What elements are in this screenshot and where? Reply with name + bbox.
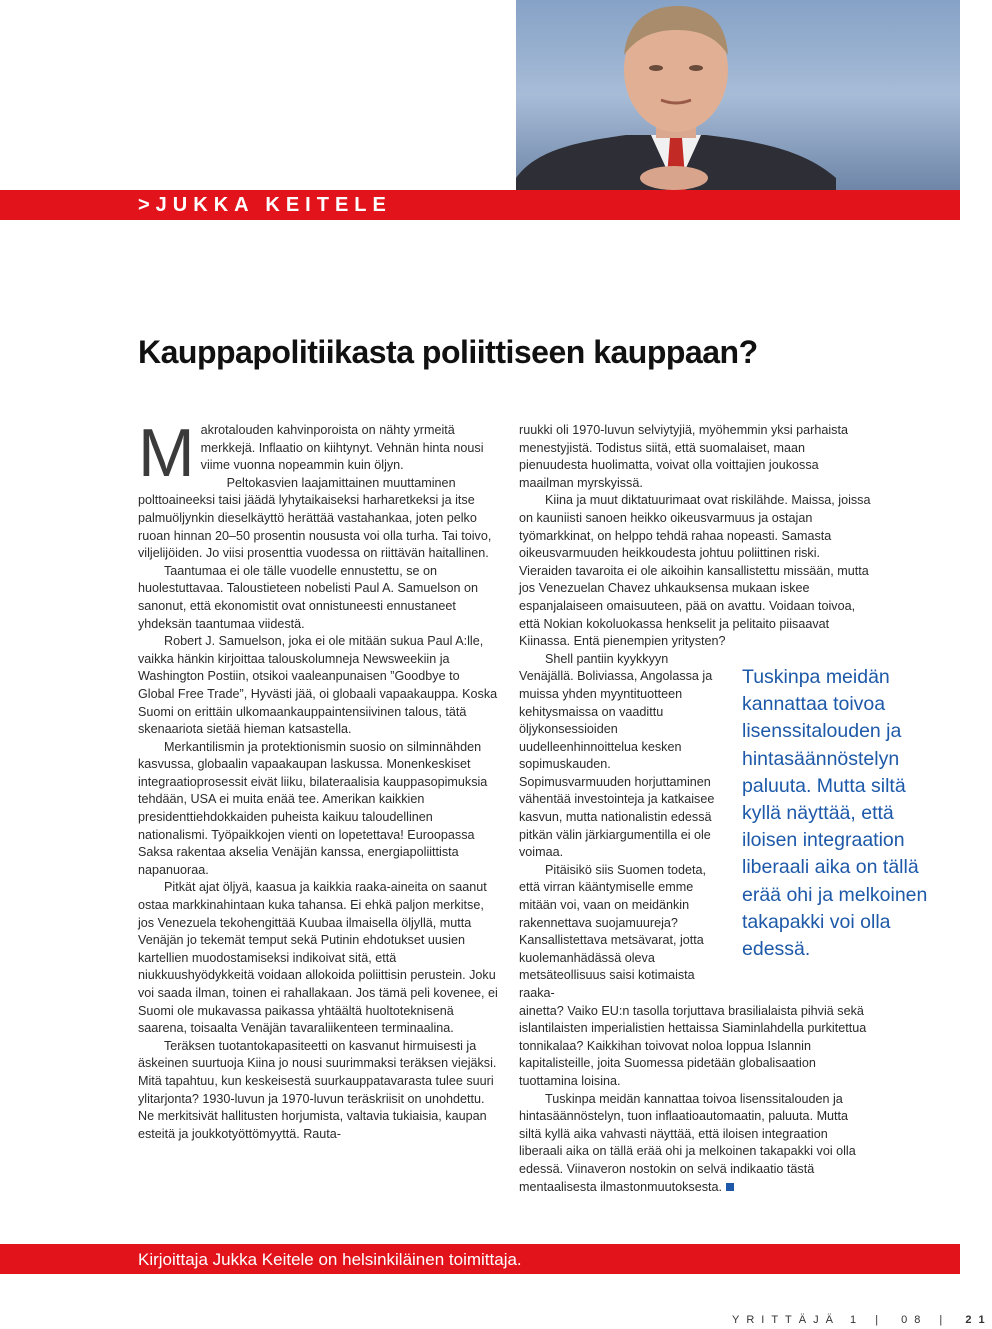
issue-number: 08 bbox=[901, 1314, 928, 1326]
narrow-text-block bbox=[519, 651, 715, 1003]
paragraph: Robert J. Samuelson, joka ei ole mitään sukua Paul A:lle, vaikka hänkin kirjoittaa talouskolumneja Newsweekiin ja Washington Postiin, otsikoi vaaleanpunaisen ”Goodbye to Global Free Trade”, Hyvästi jää, oi globaali vapaakauppa. Koska Suomi on erittäin ulkomaankauppaintensiivinen talous, tätä skenaariota sietää hieman katsastella. bbox=[138, 634, 498, 737]
author-byline: >JUKKA KEITELE bbox=[138, 194, 392, 216]
article-headline: Kauppapolitiikasta poliittiseen kauppaan? bbox=[138, 334, 758, 370]
paragraph: ainetta? Vaiko EU:n tasolla torjuttava brasilialaista pihviä sekä islantilaisten imperialistien hettaissa Siaminlahdella purkitettua tonnikalaa? Kaikkihan toivovat noloa loppua Islannin kapitalisteille, joita Suomessa pidetään globalisaation tuottamina loisina. bbox=[519, 1003, 867, 1088]
paragraph: Shell pantiin kyykkyyn Venäjällä. Boliviassa, Angolassa ja muissa yhden myyntituotteen kehitysmaissa on vaadittu öljykonsessioiden uudelleenhinnoittelua kesken sopimuskauden. Sopimusvarmuuden horjuttaminen vähentää investointeja ja katkaisee kasvun, mutta nationalistin edessä pitkän välin järkiargumentilla ei ole voimaa. bbox=[519, 651, 715, 860]
drop-cap: M bbox=[138, 415, 195, 491]
page-footer bbox=[732, 1313, 992, 1327]
paragraph: Pitkät ajat öljyä, kaasua ja kaikkia raaka-aineita on saanut ostaa markkinahintaan kuka tahansa. Ei ehkä paljon merkitse, jos Venezuela tekohengittää Kuubaa ilmaisella öljyllä, mutta Venäjän jo tekemät temput sekä Putinin ehdotukset uusien kartellien muodostamiseksi indikoivat sitä, että niukkuushyödykkeitä voidaan allokoida poliittisin perustein. Joku voi saada ilman, toinen ei rahallakaan. Jos tämä peli kovenee, ei Suomi ole mukavassa paikassa yhtäältä huoltoteknisenä saarena, toisaalta Venäjän tavaraliikenteen terminaalina. bbox=[138, 880, 498, 1036]
paragraph: ruukki oli 1970-luvun selviytyjiä, myöhemmin yksi parhaista menestyjistä. Todistus siitä, että suomalaiset, maan pienuudesta huolimatta, voivat olla voittajien joukossa maailman myrskyissä. bbox=[519, 423, 848, 490]
paragraph: Peltokasvien laajamittainen muuttaminen polttoaineeksi taisi jäädä lyhytaikaiseksi harharetkeksi ja itse palmuöljynkin dieselkäyttö herättää vastahankaa, joten pelko ruoan hinnan 20–50 prosentin noususta voi olla turha. Tai toivo, viljelijöiden. Jo viisi prosenttia vuodessa on riittävän haitallinen. bbox=[138, 475, 492, 561]
magazine-name: YRITTÄJÄ 1 bbox=[732, 1314, 864, 1326]
author-note: Kirjoittaja Jukka Keitele on helsinkiläinen toimittaja. bbox=[138, 1250, 522, 1269]
paragraph: Merkantilismin ja protektionismin suosio on silminnähden kasvussa, globaalin vapaakaupan laskussa. Monenkeskiset integraatioprosessit eivät liiku, bilateraalisia kauppasopimuksia tehdään, USA ei muita enää tee. Amerikan kaikkien presidenttiehdokkaiden puheista kaikuu taloudellinen nationalismi. Työpaikkojen vienti on lopetettava! Euroopassa Saksa rakentaa akselia Venäjän kanssa, energiapoliittista napanuoraa. bbox=[138, 739, 488, 877]
paragraph: Taantumaa ei ole tälle vuodelle ennustettu, se on huolestuttavaa. Taloustieteen nobelisti Paul A. Samuelson on sanonut, että ekonomistit ovat onnistuneesti ennustaneet yhdeksän taantumaa viidestä. bbox=[138, 563, 479, 631]
page-number: 21 bbox=[965, 1314, 992, 1326]
article-column-left bbox=[138, 415, 498, 1143]
paragraph-last bbox=[519, 1091, 871, 1197]
paragraph: Teräksen tuotantokapasiteetti on kasvanut hirmuisesti ja äskeinen suurtuoja Kiina jo nousi suurimmaksi teräksen viejäksi. Mitä tapahtuu, kun keskeisestä suurkauppatavarasta tulee suuri ylitarjonta? 1930-luvun ja 1970-luvun teräskriisit on unohdettu. Ne merkitsivät hallitusten horjumista, valtavia tukiaisia, kaupan esteitä ja joukkotyöttömyyttä. Rauta- bbox=[138, 1038, 497, 1141]
footer-separator: | bbox=[875, 1314, 886, 1326]
end-mark-icon bbox=[726, 1183, 734, 1191]
paragraph: Kiina ja muut diktatuurimaat ovat riskilähde. Maissa, joissa on kauniisti sanoen heikko oikeusvarmuus ja ostajan työmarkkinat, on helppo tehdä rahaa nopeasti. Samasta oikeusvarmuuden heikkoudesta johtuu poliittinen riski. Vieraiden tavaroita ei ole aikoihin kansallistettu missään, mutta jos Venezuelan Chavez uhkauksensa mukaan iskee espanjalaiseen omaisuuteen, pää on avattu. Voidaan toivoa, että Nokian kokoluokassa henkselit ja pelitaito piisaavat Kiinassa. Entä pienempien yritysten? bbox=[519, 493, 871, 649]
paragraph-text: Tuskinpa meidän kannattaa toivoa lisenssitalouden ja hintasäännöstelyn, tuon inflaatioautomaatin, paluuta. Mutta siltä kyllä aika vahvasti näyttää, että iloisen integraation liberaali aika on tällä erää ohi ja melkoinen takapakki voi olla edessä. Viinaveron nostokin on selvä indikaatio tästä mentaalisesta ilmastonmuutoksesta. bbox=[519, 1091, 856, 1194]
author-photo bbox=[516, 0, 960, 190]
footer-separator: | bbox=[939, 1314, 950, 1326]
paragraph: Pitäisikö siis Suomen todeta, että virran kääntymiselle emme mitään voi, vaan on meidänkin rakennettava suojamuureja? Kansallistettava metsävarat, jotta kuolemanhädässä oleva metsäteollisuus saisi kotimaista raaka- bbox=[519, 862, 707, 1000]
pull-quote: Tuskinpa meidän kannattaa toivoa lisenssitalouden ja hintasäännöstelyn paluuta. Mutta siltä kyllä näyttää, että iloisen integraation liberaali aika on tällä erää ohi ja melkoinen takapakki voi olla edessä. bbox=[742, 666, 928, 961]
author-portrait-image bbox=[516, 0, 960, 190]
paragraph: akrotalouden kahvinporoista on nähty yrmeitä merkkejä. Inflaatio on kiihtynyt. Vehnän hinta nousi viime vuonna nopeammin kuin öljyn. bbox=[200, 423, 484, 473]
